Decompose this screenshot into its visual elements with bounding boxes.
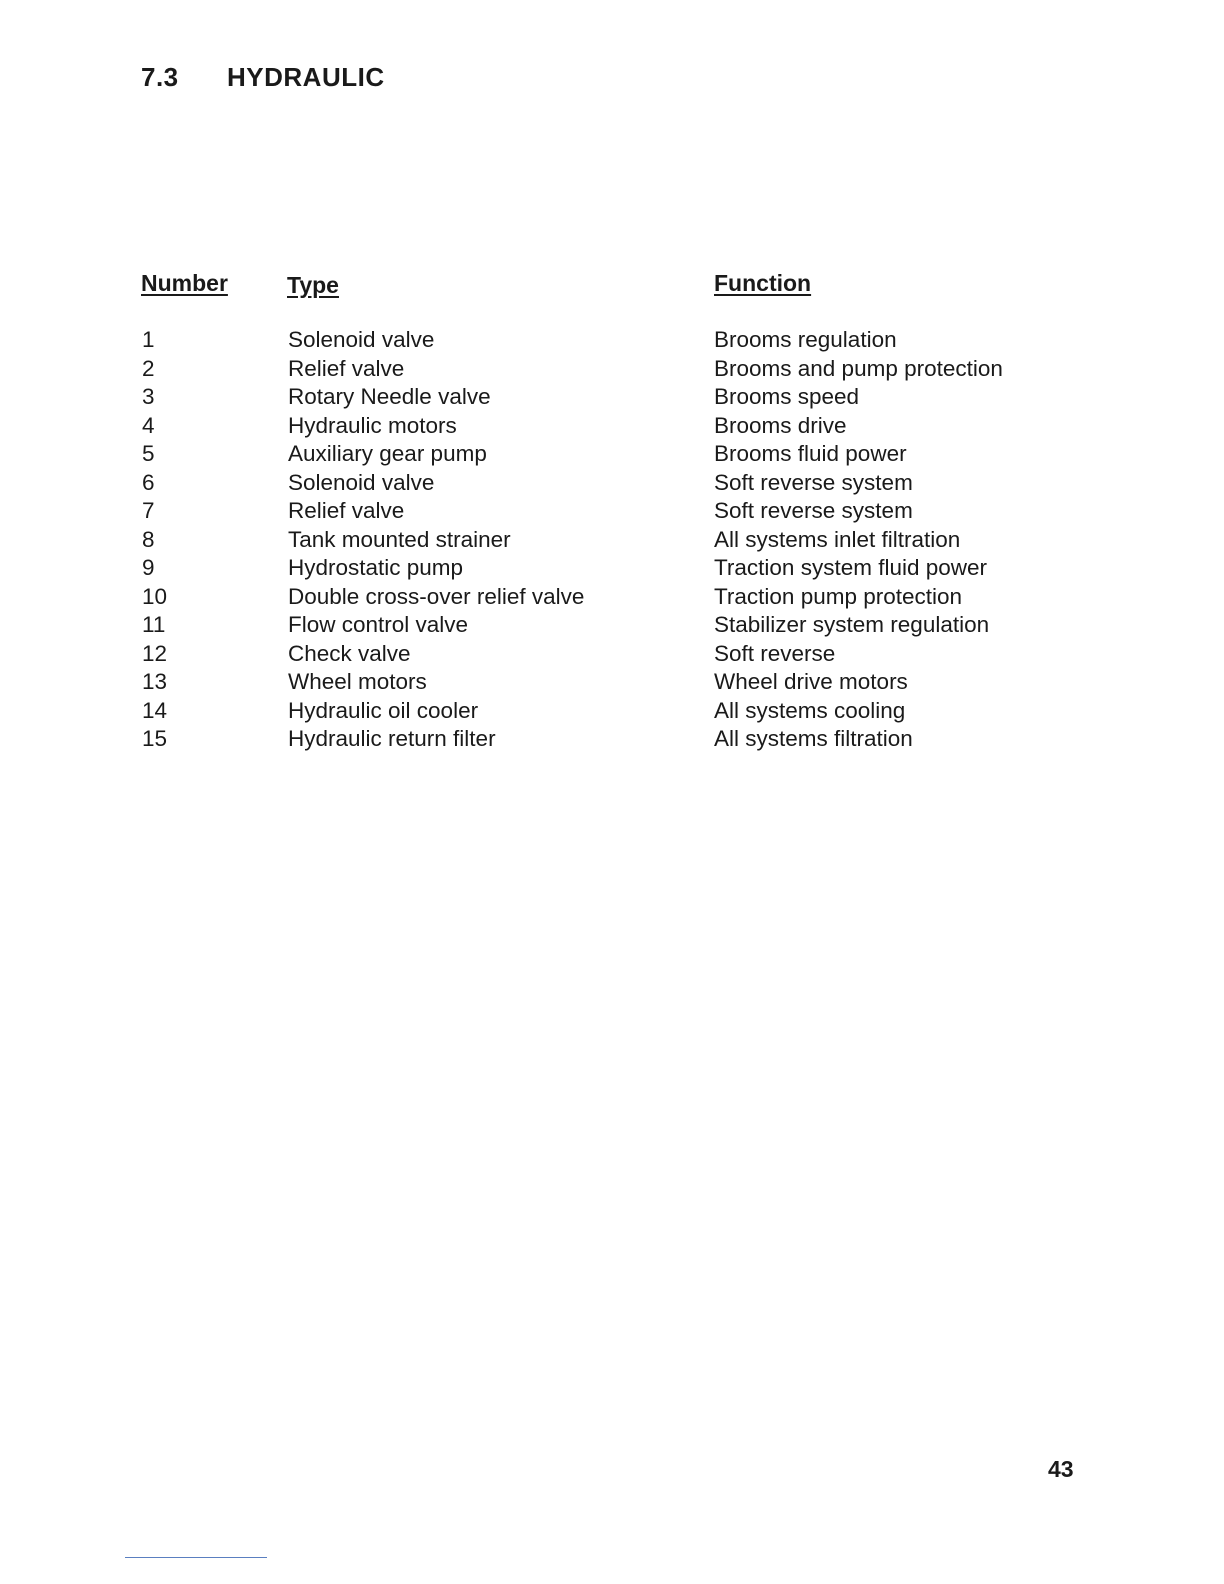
cell-function: Brooms speed (714, 384, 860, 409)
page-number: 43 (1048, 1456, 1074, 1482)
table-row (0, 611, 1224, 640)
cell-type: Hydraulic oil cooler (288, 697, 479, 723)
cell-type: Tank mounted strainer (288, 526, 511, 552)
table-row (0, 697, 1224, 726)
cell-function: Stabilizer system regulation (714, 612, 990, 637)
table-row (0, 469, 1224, 498)
table-row (0, 497, 1224, 526)
table-row (0, 355, 1224, 384)
cell-type: Hydrostatic pump (288, 555, 464, 580)
cell-type: Hydraulic return filter (288, 726, 496, 751)
table-row (0, 725, 1224, 754)
components-table (0, 326, 1224, 754)
cell-type: Flow control valve (288, 612, 469, 637)
cell-number: 8 (142, 526, 155, 552)
cell-function: Soft reverse system (714, 469, 913, 495)
table-row (0, 326, 1224, 355)
cell-type: Relief valve (288, 355, 405, 381)
cell-number: 3 (142, 384, 155, 409)
cell-number: 7 (142, 498, 155, 523)
table-row (0, 583, 1224, 612)
cell-function: Brooms regulation (714, 327, 897, 352)
section-number: 7.3 (141, 62, 179, 92)
cell-function: Brooms and pump protection (714, 355, 1003, 381)
cell-number: 2 (142, 355, 155, 381)
cell-type: Rotary Needle valve (288, 384, 491, 409)
cell-type: Auxiliary gear pump (288, 441, 487, 466)
column-header-type: Type (287, 272, 339, 298)
cell-function: Traction system fluid power (714, 555, 988, 580)
table-row (0, 412, 1224, 441)
cell-number: 13 (142, 669, 168, 694)
cell-number: 14 (142, 697, 168, 723)
table-row (0, 440, 1224, 469)
cell-type: Double cross-over relief valve (288, 583, 585, 609)
cell-function: All systems inlet filtration (714, 526, 961, 552)
table-row (0, 554, 1224, 583)
cell-type: Solenoid valve (288, 327, 435, 352)
cell-type: Relief valve (288, 498, 405, 523)
cell-function: Traction pump protection (714, 583, 963, 609)
cell-number: 9 (142, 555, 155, 580)
cell-function: Brooms drive (714, 412, 847, 438)
cell-number: 5 (142, 441, 155, 466)
cell-number: 11 (142, 612, 166, 637)
column-header-function: Function (714, 270, 812, 296)
cell-type: Wheel motors (288, 669, 427, 694)
table-row (0, 383, 1224, 412)
cell-number: 12 (142, 640, 168, 666)
cell-number: 10 (142, 583, 168, 609)
cell-function: All systems filtration (714, 726, 913, 751)
cell-type: Check valve (288, 640, 411, 666)
footer-divider (125, 1557, 267, 1558)
cell-function: Soft reverse (714, 640, 836, 666)
cell-type: Solenoid valve (288, 469, 435, 495)
table-row (0, 668, 1224, 697)
cell-number: 6 (142, 469, 155, 495)
cell-function: Wheel drive motors (714, 669, 908, 694)
cell-type: Hydraulic motors (288, 412, 457, 438)
cell-function: All systems cooling (714, 697, 906, 723)
cell-number: 1 (142, 327, 155, 352)
cell-number: 15 (142, 726, 168, 751)
section-title: HYDRAULIC (227, 62, 385, 92)
table-row (0, 640, 1224, 669)
column-header-number: Number (141, 270, 228, 296)
section-heading (141, 62, 385, 93)
table-row (0, 526, 1224, 555)
cell-function: Soft reverse system (714, 498, 913, 523)
cell-function: Brooms fluid power (714, 441, 907, 466)
cell-number: 4 (142, 412, 155, 438)
